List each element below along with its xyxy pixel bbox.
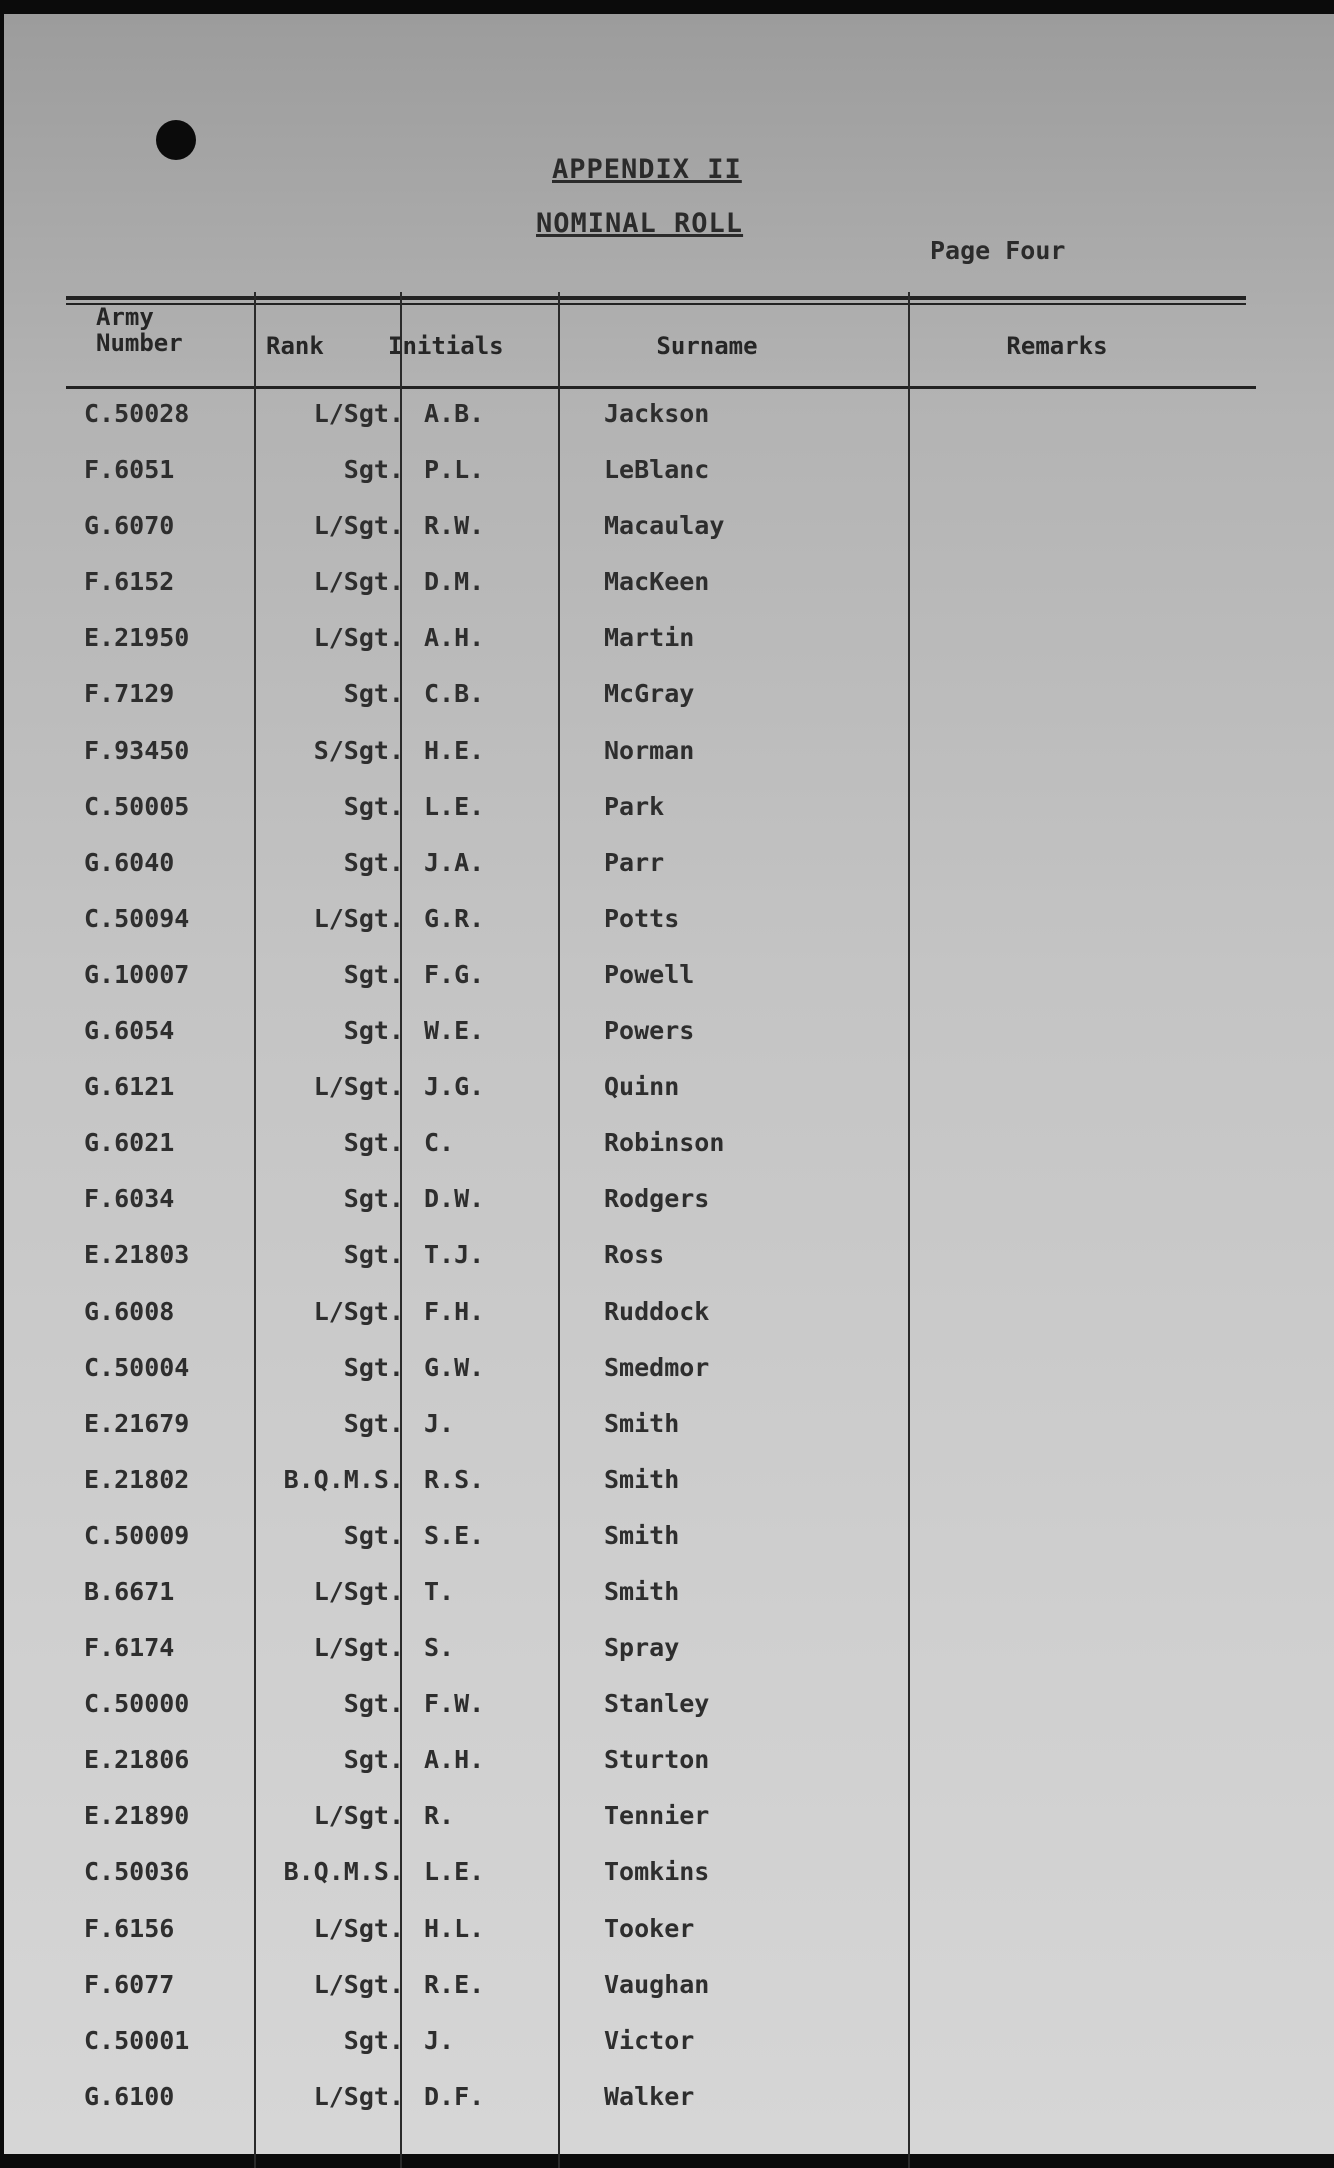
rank-cell: Sgt. [343, 1408, 404, 1438]
column-header-army-number: Army Number [96, 303, 183, 357]
army-number-cell: F.6156 [84, 1913, 175, 1943]
rank-cell: L/Sgt. [313, 623, 404, 653]
surname-cell: LeBlanc [604, 455, 710, 485]
army-number-cell: C.50009 [84, 1520, 190, 1550]
army-number-cell: F.7129 [84, 679, 175, 709]
rank-cell: Sgt. [343, 1745, 404, 1775]
initials-cell: D.F. [424, 2081, 485, 2111]
table-row [4, 1521, 1334, 1577]
surname-cell: Potts [604, 903, 680, 933]
rank-cell: L/Sgt. [313, 399, 404, 428]
initials-cell: L.E. [424, 1857, 485, 1887]
initials-cell: C.B. [424, 679, 485, 709]
table-row [4, 399, 1334, 455]
column-header-surname: Surname [656, 332, 758, 360]
surname-cell: Vaughan [604, 1969, 710, 1999]
initials-cell: S.E. [424, 1520, 485, 1550]
army-number-cell: F.93450 [84, 735, 190, 765]
initials-cell: A.H. [424, 623, 485, 653]
table-row [4, 1970, 1334, 2026]
rank-cell: L/Sgt. [313, 1969, 404, 1999]
army-number-cell: C.50000 [84, 1689, 190, 1719]
rank-cell: Sgt. [343, 455, 404, 485]
column-header-remarks: Remarks [1006, 332, 1108, 360]
army-number-cell: C.50004 [84, 1352, 190, 1382]
table-row [4, 1801, 1334, 1857]
table-row [4, 792, 1334, 848]
surname-cell: Norman [604, 735, 695, 765]
rank-cell: Sgt. [343, 1016, 404, 1046]
table-row [4, 511, 1334, 567]
surname-cell: Smith [604, 1520, 680, 1550]
table-row [4, 1465, 1334, 1521]
rank-cell: L/Sgt. [313, 511, 404, 541]
table-row [4, 1633, 1334, 1689]
surname-cell: Martin [604, 623, 695, 653]
column-header-rank: Rank [266, 332, 324, 360]
initials-cell: J.A. [424, 847, 485, 877]
army-number-cell: F.6174 [84, 1633, 175, 1663]
table-row [4, 1128, 1334, 1184]
table-row [4, 2026, 1334, 2082]
army-number-cell: E.21806 [84, 1745, 190, 1775]
document-page [4, 14, 1334, 2154]
rank-cell: Sgt. [343, 679, 404, 709]
surname-cell: Spray [604, 1633, 680, 1663]
initials-cell: A.B. [424, 399, 485, 428]
rank-cell: L/Sgt. [313, 1072, 404, 1102]
surname-cell: Sturton [604, 1745, 710, 1775]
army-number-cell: E.21950 [84, 623, 190, 653]
surname-cell: Smith [604, 1464, 680, 1494]
army-number-cell: F.6051 [84, 455, 175, 485]
rank-cell: B.Q.M.S. [283, 1857, 404, 1887]
army-number-cell: F.6034 [84, 1184, 175, 1214]
army-number-cell: C.50005 [84, 791, 190, 821]
initials-cell: R.S. [424, 1464, 485, 1494]
surname-cell: Smith [604, 1576, 680, 1606]
initials-cell: R. [424, 1801, 455, 1831]
army-number-cell: E.21679 [84, 1408, 190, 1438]
rank-cell: Sgt. [343, 1352, 404, 1382]
rank-cell: Sgt. [343, 1184, 404, 1214]
initials-cell: H.E. [424, 735, 485, 765]
army-number-cell: G.6100 [84, 2081, 175, 2111]
initials-cell: F.W. [424, 1689, 485, 1719]
header-top-rule-second [66, 303, 1246, 305]
initials-cell: R.E. [424, 1969, 485, 1999]
table-row [4, 1184, 1334, 1240]
surname-cell: Park [604, 791, 665, 821]
table-row [4, 567, 1334, 623]
army-number-cell: G.6121 [84, 1072, 175, 1102]
rank-cell: L/Sgt. [313, 1913, 404, 1943]
surname-cell: Walker [604, 2081, 695, 2111]
nominal-roll-table-body [4, 399, 1334, 2138]
initials-cell: J.G. [424, 1072, 485, 1102]
table-row [4, 623, 1334, 679]
table-row [4, 2082, 1334, 2138]
surname-cell: Smith [604, 1408, 680, 1438]
surname-cell: Parr [604, 847, 665, 877]
table-row [4, 1857, 1334, 1913]
surname-cell: Tennier [604, 1801, 710, 1831]
table-row [4, 1353, 1334, 1409]
table-row [4, 1689, 1334, 1745]
surname-cell: Tooker [604, 1913, 695, 1943]
surname-cell: Jackson [604, 399, 710, 428]
rank-cell: Sgt. [343, 1240, 404, 1270]
army-number-cell: G.6040 [84, 847, 175, 877]
rank-cell: Sgt. [343, 791, 404, 821]
column-header-initials: Initials [388, 332, 504, 360]
header-bottom-rule [66, 386, 1256, 389]
surname-cell: Powell [604, 959, 695, 989]
rank-cell: S/Sgt. [313, 735, 404, 765]
surname-cell: Macaulay [604, 511, 725, 541]
rank-cell: Sgt. [343, 1128, 404, 1158]
initials-cell: D.W. [424, 1184, 485, 1214]
table-row [4, 1914, 1334, 1970]
header-top-rule [66, 296, 1246, 300]
surname-cell: Stanley [604, 1689, 710, 1719]
surname-cell: Smedmor [604, 1352, 710, 1382]
initials-cell: J. [424, 2025, 455, 2055]
surname-cell: MacKeen [604, 567, 710, 597]
surname-cell: McGray [604, 679, 695, 709]
table-row [4, 1297, 1334, 1353]
rank-cell: L/Sgt. [313, 1801, 404, 1831]
army-number-cell: C.50094 [84, 903, 190, 933]
table-row [4, 960, 1334, 1016]
initials-cell: R.W. [424, 511, 485, 541]
initials-cell: P.L. [424, 455, 485, 485]
table-row [4, 1745, 1334, 1801]
rank-cell: L/Sgt. [313, 2081, 404, 2111]
army-number-cell: G.6021 [84, 1128, 175, 1158]
army-number-cell: G.6008 [84, 1296, 175, 1326]
rank-cell: Sgt. [343, 2025, 404, 2055]
surname-cell: Robinson [604, 1128, 725, 1158]
table-row [4, 1577, 1334, 1633]
surname-cell: Rodgers [604, 1184, 710, 1214]
initials-cell: T.J. [424, 1240, 485, 1270]
surname-cell: Tomkins [604, 1857, 710, 1887]
appendix-title: APPENDIX II [552, 154, 742, 185]
initials-cell: T. [424, 1576, 455, 1606]
army-number-cell: G.6054 [84, 1016, 175, 1046]
initials-cell: A.H. [424, 1745, 485, 1775]
page-label: Page Four [930, 236, 1066, 265]
initials-cell: L.E. [424, 791, 485, 821]
rank-cell: B.Q.M.S. [283, 1464, 404, 1494]
army-number-cell: C.50036 [84, 1857, 190, 1887]
rank-cell: L/Sgt. [313, 1576, 404, 1606]
initials-cell: G.R. [424, 903, 485, 933]
initials-cell: J. [424, 1408, 455, 1438]
initials-cell: S. [424, 1633, 455, 1663]
initials-cell: F.G. [424, 959, 485, 989]
table-row [4, 848, 1334, 904]
surname-cell: Victor [604, 2025, 695, 2055]
initials-cell: F.H. [424, 1296, 485, 1326]
rank-cell: L/Sgt. [313, 1633, 404, 1663]
roll-title: NOMINAL ROLL [536, 208, 744, 239]
surname-cell: Powers [604, 1016, 695, 1046]
army-number-cell: E.21803 [84, 1240, 190, 1270]
army-number-cell: C.50001 [84, 2025, 190, 2055]
initials-cell: H.L. [424, 1913, 485, 1943]
initials-cell: W.E. [424, 1016, 485, 1046]
rank-cell: Sgt. [343, 959, 404, 989]
rank-cell: Sgt. [343, 847, 404, 877]
rank-cell: Sgt. [343, 1689, 404, 1719]
initials-cell: D.M. [424, 567, 485, 597]
table-row [4, 679, 1334, 735]
initials-cell: G.W. [424, 1352, 485, 1382]
rank-cell: L/Sgt. [313, 903, 404, 933]
table-row [4, 1240, 1334, 1296]
surname-cell: Quinn [604, 1072, 680, 1102]
army-number-cell: C.50028 [84, 399, 190, 428]
army-number-cell: B.6671 [84, 1576, 175, 1606]
table-row [4, 1409, 1334, 1465]
punch-hole [156, 120, 196, 160]
table-row [4, 736, 1334, 792]
army-number-cell: G.6070 [84, 511, 175, 541]
army-number-cell: E.21890 [84, 1801, 190, 1831]
table-row [4, 1016, 1334, 1072]
army-number-cell: G.10007 [84, 959, 190, 989]
table-row [4, 904, 1334, 960]
table-row [4, 455, 1334, 511]
rank-cell: Sgt. [343, 1520, 404, 1550]
rank-cell: L/Sgt. [313, 1296, 404, 1326]
army-number-cell: E.21802 [84, 1464, 190, 1494]
army-number-cell: F.6152 [84, 567, 175, 597]
army-number-cell: F.6077 [84, 1969, 175, 1999]
initials-cell: C. [424, 1128, 455, 1158]
surname-cell: Ruddock [604, 1296, 710, 1326]
table-row [4, 1072, 1334, 1128]
rank-cell: L/Sgt. [313, 567, 404, 597]
surname-cell: Ross [604, 1240, 665, 1270]
